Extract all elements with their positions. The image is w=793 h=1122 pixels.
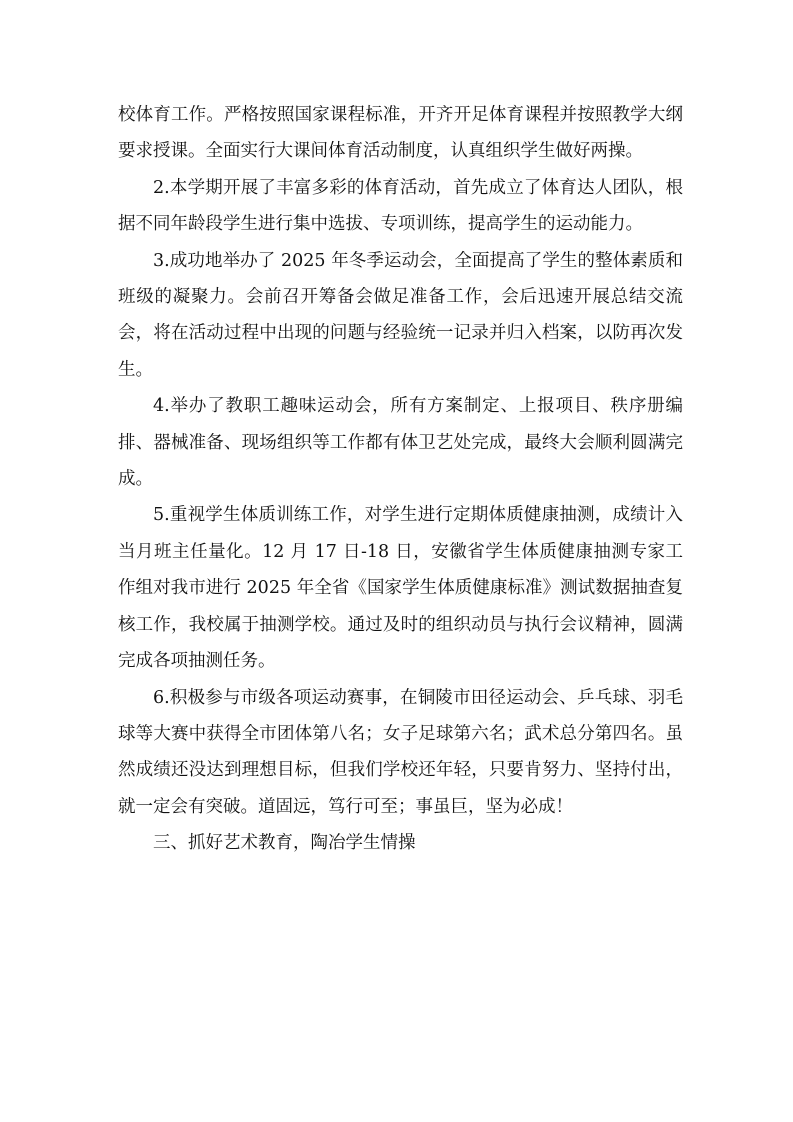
paragraph-item-3: 3.成功地举办了 2025 年冬季运动会，全面提高了学生的整体素质和班级的凝聚力。会前召开筹备会做足准备工作，会后迅速开展总结交流会，将在活动过程中出现的问题与经验统一记录并归入档案，以防再次发生。 <box>118 250 683 380</box>
document-body <box>118 97 683 862</box>
paragraph-item-2: 2.本学期开展了丰富多彩的体育活动，首先成立了体育达人团队，根据不同年龄段学生进行集中选拔、专项训练，提高学生的运动能力。 <box>118 177 683 235</box>
paragraph-continuation: 校体育工作。严格按照国家课程标准，开齐开足体育课程并按照教学大纲要求授课。全面实行大课间体育活动制度，认真组织学生做好两操。 <box>118 105 683 162</box>
section-heading-3: 三、抓好艺术教育，陶冶学生情操 <box>153 833 416 854</box>
paragraph-item-5: 5.重视学生体质训练工作，对学生进行定期体质健康抽测，成绩计入当月班主任量化。12 月 17 日-18 日，安徽省学生体质健康抽测专家工作组对我市进行 2025 年全省《国家学生体质健康标准》测试数据抽查复核工作，我校属于抽测学校。通过及时的组织动员与执行会议精神，圆满完成各项抽测任务。 <box>118 505 683 672</box>
paragraph-item-6: 6.积极参与市级各项运动赛事，在铜陵市田径运动会、乒乓球、羽毛球等大赛中获得全市团体第八名；女子足球第六名；武术总分第四名。虽然成绩还没达到理想目标，但我们学校还年轻，只要肯努力、坚持付出，就一定会有突破。道固远，笃行可至；事虽巨，坚为必成！ <box>118 687 683 817</box>
paragraph-item-4: 4.举办了教职工趣味运动会，所有方案制定、上报项目、秩序册编排、器械准备、现场组织等工作都有体卫艺处完成，最终大会顺利圆满完成。 <box>118 396 683 490</box>
